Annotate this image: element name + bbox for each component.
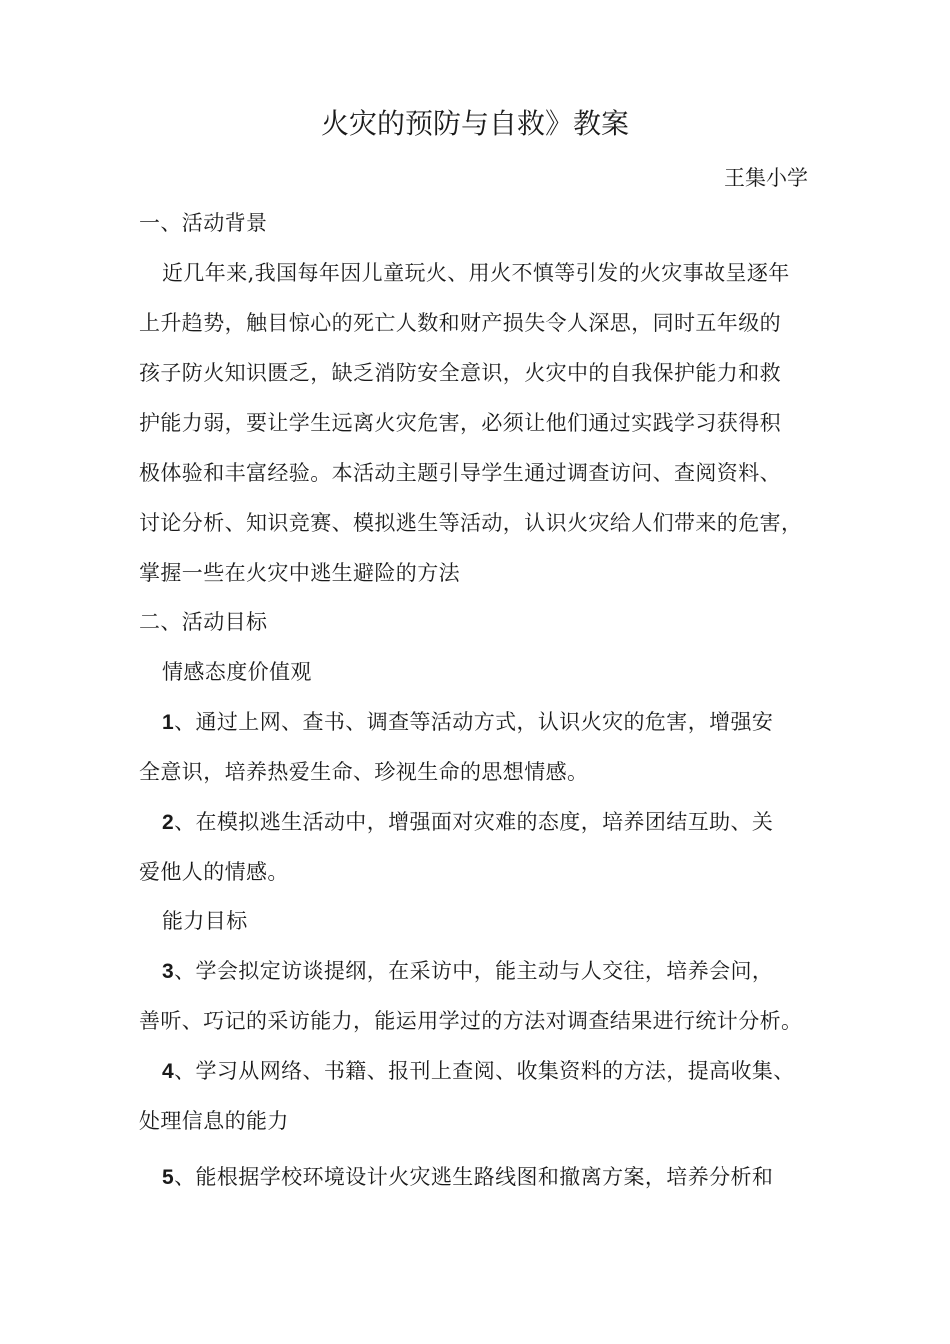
item-text: 、能根据学校环境设计火灾逃生路线图和撤离方案，培养分析和	[174, 1165, 774, 1189]
goal-item-3	[162, 955, 842, 988]
subheading-attitude: 情感态度价值观	[162, 660, 312, 684]
paragraph-line: 爱他人的情感。	[139, 860, 289, 884]
item-text: 、在模拟逃生活动中，增强面对灾难的态度，培养团结互助、关	[174, 810, 774, 834]
item-number: 1	[162, 711, 175, 734]
item-number: 2	[162, 811, 175, 834]
paragraph-line: 护能力弱，要让学生远离火灾危害，必须让他们通过实践学习获得积	[139, 411, 781, 435]
item-text: 、学习从网络、书籍、报刊上查阅、收集资料的方法，提高收集、	[174, 1059, 795, 1083]
item-text: 、学会拟定访谈提纲，在采访中，能主动与人交往，培养会问，	[174, 959, 774, 983]
author-school: 王集小学	[724, 166, 808, 190]
paragraph-line: 掌握一些在火灾中逃生避险的方法	[139, 561, 460, 585]
paragraph-line: 全意识，培养热爱生命、珍视生命的思想情感。	[139, 760, 589, 784]
paragraph-line: 极体验和丰富经验。本活动主题引导学生通过调查访问、查阅资料、	[139, 461, 781, 485]
goal-item-4	[162, 1055, 842, 1088]
section2-heading: 二、活动目标	[139, 610, 268, 634]
goal-item-2	[162, 806, 842, 839]
item-number: 4	[162, 1060, 175, 1083]
goal-item-5	[162, 1161, 842, 1194]
item-number: 5	[162, 1166, 175, 1189]
subheading-ability: 能力目标	[162, 909, 248, 933]
item-number: 3	[162, 960, 175, 983]
item-text: 、通过上网、查书、调查等活动方式，认识火灾的危害，增强安	[174, 710, 774, 734]
paragraph-line: 上升趋势，触目惊心的死亡人数和财产损失令人深思，同时五年级的	[139, 311, 781, 335]
goal-item-1	[162, 706, 842, 739]
document-title: 火灾的预防与自救》教案	[320, 107, 629, 140]
paragraph-line: 处理信息的能力	[139, 1109, 289, 1133]
paragraph-line: 近几年来,我国每年因儿童玩火、用火不慎等引发的火灾事故呈逐年	[162, 261, 790, 285]
paragraph-line: 孩子防火知识匮乏，缺乏消防安全意识，火灾中的自我保护能力和救	[139, 361, 781, 385]
paragraph-line: 讨论分析、知识竞赛、模拟逃生等活动，认识火灾给人们带来的危害，	[139, 511, 803, 535]
paragraph-line: 善听、巧记的采访能力，能运用学过的方法对调查结果进行统计分析。	[139, 1009, 803, 1033]
section1-heading: 一、活动背景	[139, 211, 268, 235]
